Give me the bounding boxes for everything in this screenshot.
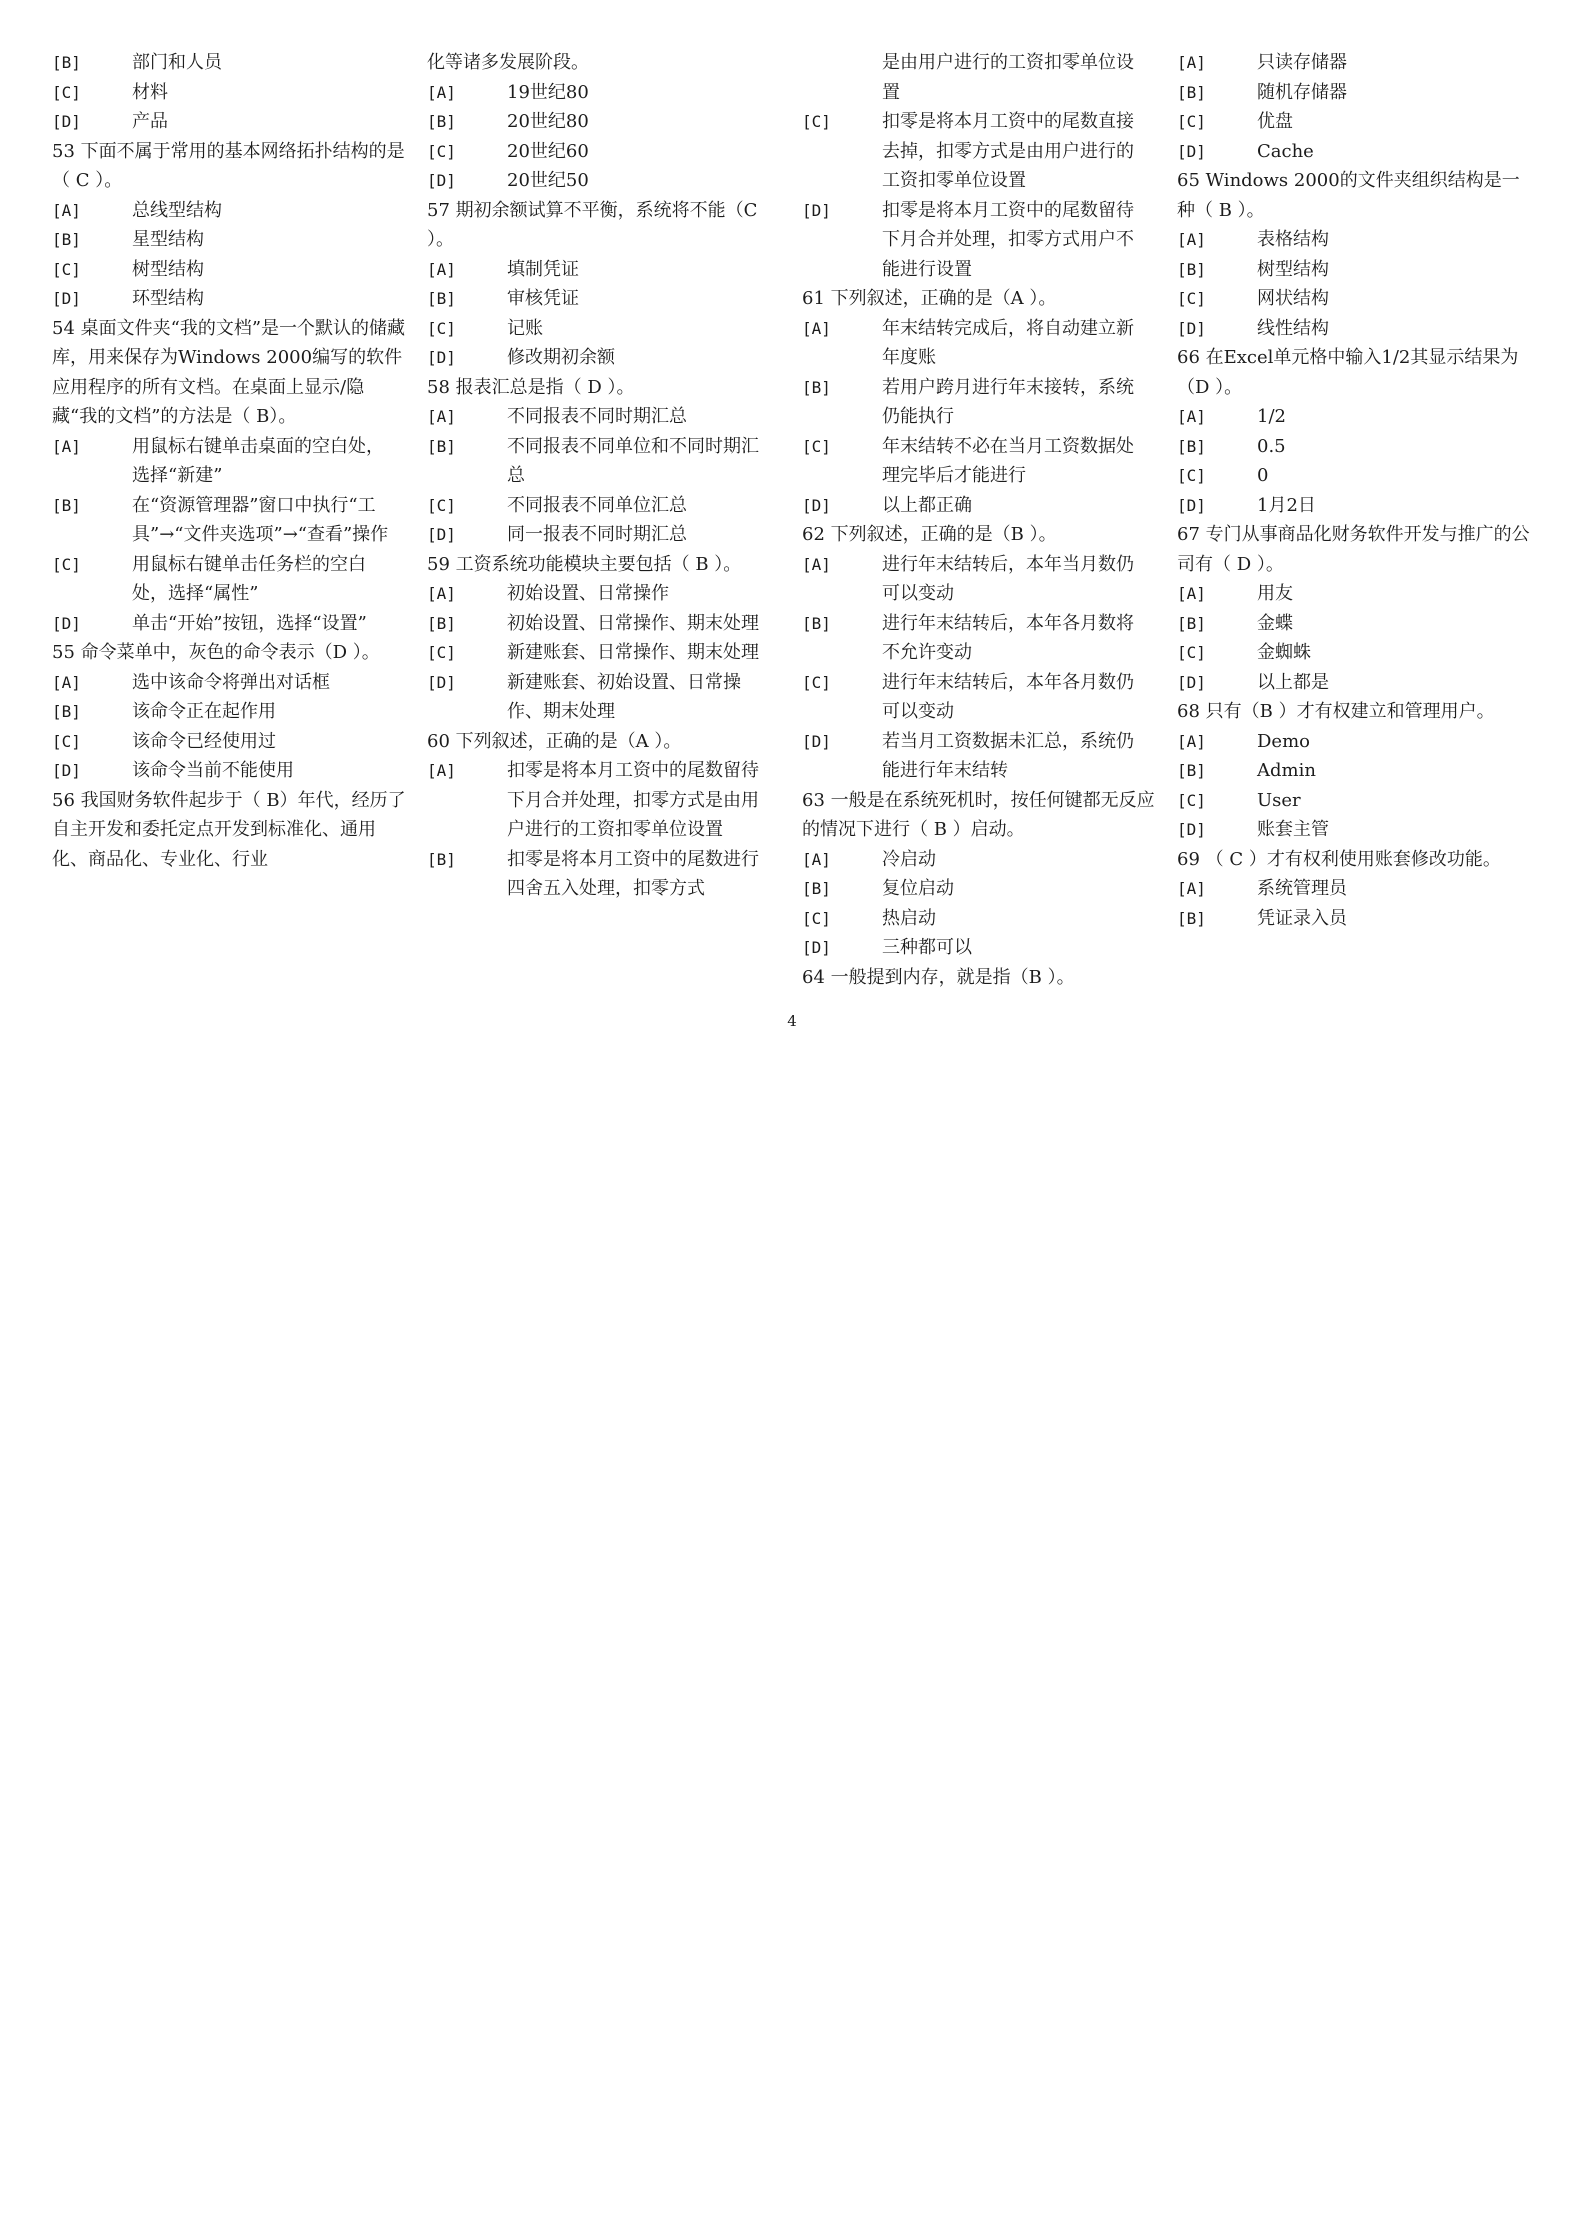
answer-option: [802, 314, 1157, 373]
option-text: 环型结构: [132, 288, 204, 309]
option-text: 是由用户进行的工资扣零单位设置: [882, 52, 1134, 103]
option-text: 在“资源管理器”窗口中执行“工具”→“文件夹选项”→“查看”操作: [132, 494, 389, 545]
answer-option: [1177, 491, 1532, 521]
option-text: 修改期初余额: [507, 347, 615, 368]
option-text: 账套主管: [1257, 819, 1329, 840]
option-letter: [A]: [427, 584, 456, 603]
answer-option: [802, 491, 1157, 521]
answer-option: [427, 107, 782, 137]
answer-option: [427, 166, 782, 196]
option-letter: [B]: [52, 702, 81, 721]
answer-option: [802, 373, 1157, 432]
question-text: 56 我国财务软件起步于（ B）年代，经历了自主开发和委托定点开发到标准化、通用化、商品化、专业化、行业: [52, 789, 406, 870]
option-text: 同一报表不同时期汇总: [507, 524, 687, 545]
option-letter: [D]: [52, 613, 81, 633]
option-letter: [C]: [52, 731, 81, 751]
option-letter: [D]: [52, 112, 81, 131]
answer-option: [52, 432, 407, 491]
option-letter: [B]: [52, 495, 81, 515]
answer-option: [1177, 727, 1532, 757]
option-letter: [B]: [802, 377, 831, 397]
option-letter: [A]: [802, 318, 831, 338]
question-text: 67 专门从事商品化财务软件开发与推广的公司有（ D ）。: [1177, 524, 1530, 575]
option-letter: [C]: [1177, 112, 1206, 131]
option-text: Admin: [1257, 760, 1316, 781]
option-text: 若当月工资数据未汇总，系统仍能进行年末结转: [882, 730, 1134, 781]
text-column-3: [802, 48, 1157, 1008]
option-letter: [A]: [52, 200, 81, 220]
option-letter: [C]: [802, 112, 831, 131]
option-letter: [C]: [52, 259, 81, 279]
answer-option: [1177, 461, 1532, 491]
answer-option: [427, 314, 782, 344]
text-column-2: [427, 48, 782, 1008]
option-text: 20世纪60: [507, 140, 589, 162]
answer-option: [1177, 225, 1532, 255]
option-letter: [A]: [427, 761, 456, 780]
answer-option: [802, 874, 1157, 904]
option-letter: [B]: [52, 230, 81, 249]
option-text: 材料: [132, 81, 168, 103]
option-text: 1/2: [1257, 406, 1286, 427]
answer-option: [427, 845, 782, 904]
option-letter: [D]: [427, 525, 456, 544]
answer-option: [1177, 786, 1532, 816]
option-text: 初始设置、日常操作、期末处理: [507, 612, 759, 634]
answer-option: [427, 520, 782, 550]
answer-option: [1177, 904, 1532, 934]
option-letter: [D]: [802, 731, 831, 751]
question-text: 55 命令菜单中，灰色的命令表示（D ）。: [52, 642, 380, 663]
option-text: User: [1257, 789, 1301, 811]
answer-option: [1177, 107, 1532, 137]
option-letter: [D]: [427, 672, 456, 692]
answer-option: [427, 432, 782, 491]
option-letter: [D]: [52, 761, 81, 780]
option-letter: [A]: [1177, 731, 1206, 751]
option-letter: [B]: [1177, 82, 1206, 102]
option-letter: [C]: [427, 318, 456, 338]
option-text: 进行年末结转后，本年当月数仍可以变动: [882, 553, 1134, 604]
answer-option: [52, 196, 407, 226]
option-text: 1月2日: [1257, 494, 1316, 516]
option-text: 线性结构: [1257, 317, 1329, 339]
answer-option: [1177, 314, 1532, 344]
option-letter: [C]: [1177, 643, 1206, 662]
option-text: 进行年末结转后，本年各月数仍可以变动: [882, 671, 1134, 722]
option-text: 产品: [132, 111, 168, 132]
answer-option: [52, 697, 407, 727]
option-text: 优盘: [1257, 111, 1293, 132]
question-text: 62 下列叙述，正确的是（B ）。: [802, 524, 1057, 545]
question-text: 化等诸多发展阶段。: [427, 52, 589, 73]
option-letter: [C]: [802, 436, 831, 456]
option-letter: [A]: [1177, 53, 1206, 72]
option-letter: [C]: [52, 82, 81, 102]
question-text: 61 下列叙述，正确的是（A ）。: [802, 288, 1057, 309]
option-text: 20世纪80: [507, 111, 589, 132]
option-letter: [A]: [52, 672, 81, 692]
option-letter: [C]: [802, 908, 831, 928]
option-text: Cache: [1257, 140, 1314, 162]
option-text: 星型结构: [132, 229, 204, 250]
question-text: 66 在Excel单元格中输入1/2其显示结果为（D ）。: [1177, 347, 1519, 398]
option-letter: [A]: [1177, 584, 1206, 603]
option-text: 树型结构: [1257, 258, 1329, 280]
option-letter: [B]: [802, 613, 831, 633]
answer-option: [802, 845, 1157, 875]
option-text: 0: [1257, 465, 1269, 486]
answer-option: [52, 550, 407, 609]
option-text: 该命令当前不能使用: [132, 760, 294, 781]
option-text: 19世纪80: [507, 81, 589, 103]
option-text: 以上都正确: [882, 494, 972, 516]
answer-option: [427, 756, 782, 845]
option-text: 扣零是将本月工资中的尾数进行四舍五入处理，扣零方式: [507, 848, 759, 899]
option-text: 年末结转完成后，将自动建立新年度账: [882, 317, 1134, 368]
option-letter: [D]: [1177, 495, 1206, 515]
option-letter: [A]: [1177, 879, 1206, 898]
option-text: 部门和人员: [132, 52, 222, 73]
option-letter: [D]: [1177, 672, 1206, 692]
question-text: 59 工资系统功能模块主要包括（ B ）。: [427, 553, 742, 575]
answer-option: [1177, 638, 1532, 668]
option-letter: [B]: [1177, 908, 1206, 928]
option-letter: [C]: [52, 554, 81, 574]
answer-option: [1177, 432, 1532, 462]
option-letter: [B]: [1177, 259, 1206, 279]
option-text: 年末结转不必在当月工资数据处理完毕后才能进行: [882, 435, 1134, 486]
option-text: 表格结构: [1257, 229, 1329, 250]
option-letter: [C]: [1177, 790, 1206, 810]
answer-option: [1177, 402, 1532, 432]
question-text: 58 报表汇总是指（ D ）。: [427, 376, 635, 398]
answer-option: [427, 402, 782, 432]
option-text: 选中该命令将弹出对话框: [132, 671, 330, 693]
answer-option: [1177, 756, 1532, 786]
option-letter: [C]: [802, 672, 831, 692]
answer-option: [1177, 815, 1532, 845]
option-text: Demo: [1257, 730, 1310, 752]
answer-option: [52, 78, 407, 108]
answer-option: [427, 137, 782, 167]
option-letter: [D]: [427, 171, 456, 190]
option-text: 进行年末结转后，本年各月数将不允许变动: [882, 612, 1134, 663]
answer-option: [802, 933, 1157, 963]
answer-option: [802, 609, 1157, 668]
option-text: 审核凭证: [507, 288, 579, 309]
question-text: 63 一般是在系统死机时，按任何键都无反应的情况下进行（ B ）启动。: [802, 789, 1155, 840]
option-letter: [B]: [427, 613, 456, 633]
option-letter: [C]: [1177, 289, 1206, 308]
answer-option: [1177, 874, 1532, 904]
text-column-1: [52, 48, 407, 1008]
option-text: 系统管理员: [1257, 878, 1347, 899]
answer-option: [427, 491, 782, 521]
answer-option: [52, 668, 407, 698]
option-letter: [B]: [1177, 761, 1206, 780]
question-text: 53 下面不属于常用的基本网络拓扑结构的是（ C ）。: [52, 140, 405, 191]
answer-option: [427, 609, 782, 639]
answer-option: [427, 255, 782, 285]
option-text: 不同报表不同单位汇总: [507, 494, 687, 516]
answer-option: [802, 196, 1157, 285]
option-letter: [B]: [52, 53, 81, 72]
option-text: 总线型结构: [132, 199, 222, 221]
option-text: 不同报表不同时期汇总: [507, 406, 687, 427]
option-letter: [B]: [802, 879, 831, 898]
option-text: 热启动: [882, 907, 936, 929]
option-letter: [C]: [427, 141, 456, 161]
answer-option: [802, 550, 1157, 609]
option-letter: [B]: [427, 436, 456, 456]
option-letter: [A]: [802, 849, 831, 869]
option-text: 冷启动: [882, 848, 936, 870]
option-text: 复位启动: [882, 878, 954, 899]
answer-option: [52, 491, 407, 550]
option-letter: [802, 48, 882, 107]
option-text: 树型结构: [132, 258, 204, 280]
option-letter: [A]: [427, 259, 456, 279]
option-letter: [D]: [1177, 141, 1206, 161]
answer-option: [52, 609, 407, 639]
option-text: 用鼠标右键单击桌面的空白处，选择“新建”: [132, 435, 384, 486]
answer-option: [802, 48, 1157, 107]
answer-option: [1177, 284, 1532, 314]
option-letter: [D]: [802, 495, 831, 515]
option-text: 新建账套、日常操作、期末处理: [507, 642, 759, 663]
answer-option: [52, 255, 407, 285]
option-letter: [A]: [1177, 230, 1206, 249]
option-text: 扣零是将本月工资中的尾数直接去掉，扣零方式是由用户进行的工资扣零单位设置: [882, 111, 1134, 191]
answer-option: [52, 756, 407, 786]
option-text: 只读存储器: [1257, 52, 1347, 73]
option-text: 扣零是将本月工资中的尾数留待下月合并处理，扣零方式是由用户进行的工资扣零单位设置: [507, 760, 759, 840]
option-text: 该命令正在起作用: [132, 701, 276, 722]
answer-option: [802, 668, 1157, 727]
answer-option: [427, 668, 782, 727]
option-text: 用鼠标右键单击任务栏的空白处，选择“属性”: [132, 553, 366, 604]
option-letter: [D]: [802, 200, 831, 220]
option-text: 用友: [1257, 583, 1293, 604]
answer-option: [1177, 137, 1532, 167]
option-text: 随机存储器: [1257, 81, 1347, 103]
option-text: 初始设置、日常操作: [507, 583, 669, 604]
question-text: 54 桌面文件夹“我的文档”是一个默认的储藏库，用来保存为Windows 2000编写的软件应用程序的所有文档。在桌面上显示/隐藏“我的文档”的方法是（ B）。: [52, 317, 406, 427]
option-text: 若用户跨月进行年末接转，系统仍能执行: [882, 376, 1134, 427]
answer-option: [52, 727, 407, 757]
answer-option: [1177, 579, 1532, 609]
option-letter: [D]: [802, 938, 831, 957]
question-text: 65 Windows 2000的文件夹组织结构是一种（ B ）。: [1177, 170, 1520, 221]
option-letter: [B]: [427, 289, 456, 308]
answer-option: [802, 727, 1157, 786]
answer-option: [1177, 609, 1532, 639]
answer-option: [427, 579, 782, 609]
option-text: 扣零是将本月工资中的尾数留待下月合并处理，扣零方式用户不能进行设置: [882, 199, 1134, 280]
answer-option: [52, 48, 407, 78]
option-letter: [B]: [427, 849, 456, 869]
answer-option: [52, 107, 407, 137]
answer-option: [427, 284, 782, 314]
answer-option: [427, 343, 782, 373]
option-letter: [A]: [427, 407, 456, 426]
answer-option: [1177, 48, 1532, 78]
option-letter: [B]: [1177, 436, 1206, 456]
question-text: 64 一般提到内存，就是指（B ）。: [802, 966, 1075, 988]
option-text: 以上都是: [1257, 671, 1329, 693]
option-letter: [A]: [427, 82, 456, 102]
option-text: 填制凭证: [507, 258, 579, 280]
question-text: 69 （ C ）才有权利使用账套修改功能。: [1177, 848, 1501, 870]
answer-option: [1177, 668, 1532, 698]
answer-option: [802, 107, 1157, 196]
answer-option: [427, 78, 782, 108]
answer-option: [1177, 78, 1532, 108]
option-text: 网状结构: [1257, 288, 1329, 309]
answer-option: [52, 225, 407, 255]
option-text: 金蜘蛛: [1257, 642, 1311, 663]
answer-option: [1177, 255, 1532, 285]
option-letter: [D]: [427, 348, 456, 367]
option-text: 单击“开始”按钮，选择“设置”: [132, 612, 367, 634]
answer-option: [802, 904, 1157, 934]
option-letter: [C]: [1177, 466, 1206, 485]
option-letter: [B]: [427, 112, 456, 131]
option-text: 记账: [507, 317, 543, 339]
answer-option: [802, 432, 1157, 491]
question-text: 68 只有（B ）才有权建立和管理用户。: [1177, 701, 1495, 722]
option-text: 不同报表不同单位和不同时期汇总: [507, 435, 759, 486]
option-letter: [C]: [427, 495, 456, 515]
option-letter: [D]: [1177, 820, 1206, 839]
option-letter: [A]: [1177, 407, 1206, 426]
question-text: 57 期初余额试算不平衡，系统将不能（C ）。: [427, 199, 758, 250]
option-letter: [C]: [427, 643, 456, 662]
option-letter: [D]: [52, 289, 81, 308]
option-letter: [B]: [1177, 613, 1206, 633]
option-text: 该命令已经使用过: [132, 730, 276, 752]
document-page: [52, 48, 1532, 1008]
option-text: 金蝶: [1257, 612, 1293, 634]
question-text: 60 下列叙述，正确的是（A ）。: [427, 730, 682, 752]
option-letter: [A]: [802, 554, 831, 574]
option-text: 凭证录入员: [1257, 907, 1347, 929]
answer-option: [427, 638, 782, 668]
page-number: 4: [787, 1012, 797, 1030]
option-letter: [D]: [1177, 318, 1206, 338]
option-text: 新建账套、初始设置、日常操作、期末处理: [507, 671, 741, 722]
answer-option: [52, 284, 407, 314]
option-text: 0.5: [1257, 435, 1286, 457]
option-text: 20世纪50: [507, 170, 589, 191]
text-column-4: [1177, 48, 1532, 1008]
option-letter: [A]: [52, 436, 81, 456]
option-text: 三种都可以: [882, 937, 972, 958]
